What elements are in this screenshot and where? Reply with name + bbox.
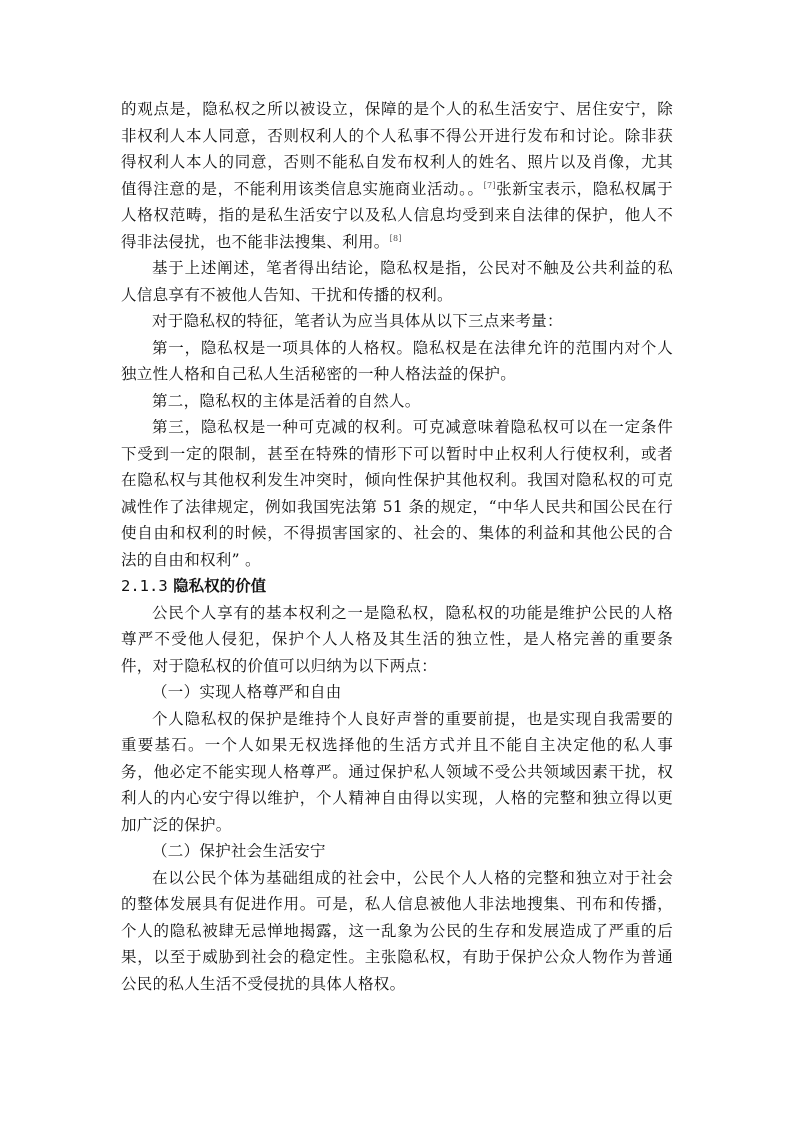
paragraph-definition: 基于上述阐述，笔者得出结论，隐私权是指，公民对不触及公共利益的私人信息享有不被他人告知、干扰和传播的权利。 (121, 259, 673, 304)
paragraph-scholar-views (121, 96, 673, 255)
paragraph-feature-1: 第一，隐私权是一项具体的人格权。隐私权是在法律允许的范围内对个人独立性人格和自己私人生活秘密的一种人格法益的保护。 (121, 338, 673, 383)
subheading-social-peace: （二）保护社会生活安宁 (152, 842, 326, 860)
document-page (121, 96, 673, 997)
subheading-dignity: （一）实现人格尊严和自由 (152, 683, 342, 701)
paragraph-text: 张新宝表示，隐私权属于人格权范畴，指的是私生活安宁以及私人信息均受到来自法律的保护，他人不得非法侵扰，也不能非法搜集、利用。 (121, 179, 673, 251)
paragraph-dignity: 个人隐私权的保护是维持个人良好声誉的重要前提，也是实现自我需要的重要基石。一个人如果无权选择他的生活方式并且不能自主决定他的私人事务，他必定不能实现人格尊严。通过保护私人领域不受公共领域因素干扰，权利人的内心安宁得以维护，个人精神自由得以实现，人格的完整和独立得以更加广泛的保护。 (121, 709, 673, 834)
paragraph-feature-3: 第三，隐私权是一种可克减的权利。可克减意味着隐私权可以在一定条件下受到一定的限制，甚至在特殊的情形下可以暂时中止权利人行使权利，或者在隐私权与其他权利发生冲突时，倾向性保护其他权利。我国对隐私权的可克减性作了法律规定，例如我国宪法第 51 条的规定，“中华人民共和国公民在行使自由和权利的时候，不得损害国家的、社会的、集体的利益和其他公民的合法的自由和权利” 。 (121, 418, 673, 569)
citation-ref: [8] (389, 233, 402, 243)
section-heading (121, 573, 673, 600)
paragraph-text: 的观点是，隐私权之所以被设立，保障的是个人的私生活安宁、居住安宁，除非权利人本人同意，否则权利人的个人私事不得公开进行发布和讨论。除非获得权利人本人的同意，否则不能私自发布权利人的姓名、照片以及肖像，尤其值得注意的是，不能利用该类信息实施商业活动。。 (121, 100, 673, 198)
paragraph-features-intro: 对于隐私权的特征，笔者认为应当具体从以下三点来考量： (152, 312, 563, 330)
paragraph-social-peace: 在以公民个体为基础组成的社会中，公民个人人格的完整和独立对于社会的整体发展具有促进作用。可是，私人信息被他人非法地搜集、刊布和传播，个人的隐私被肆无忌惮地揭露，这一乱象为公民的生存和发展造成了严重的后果，以至于威胁到社会的稳定性。主张隐私权，有助于保护公众人物作为普通公民的私人生活不受侵扰的具体人格权。 (121, 868, 673, 993)
paragraph-feature-2: 第二，隐私权的主体是活着的自然人。 (152, 391, 421, 410)
paragraph-value-intro: 公民个人享有的基本权利之一是隐私权，隐私权的功能是维护公民的人格尊严不受他人侵犯，保护个人人格及其生活的独立性，是人格完善的重要条件，对于隐私权的价值可以归纳为以下两点： (121, 603, 673, 675)
citation-ref: [7] (483, 180, 496, 190)
section-title: 隐私权的价值 (173, 577, 267, 595)
section-number: 2.1.3 (121, 577, 168, 595)
